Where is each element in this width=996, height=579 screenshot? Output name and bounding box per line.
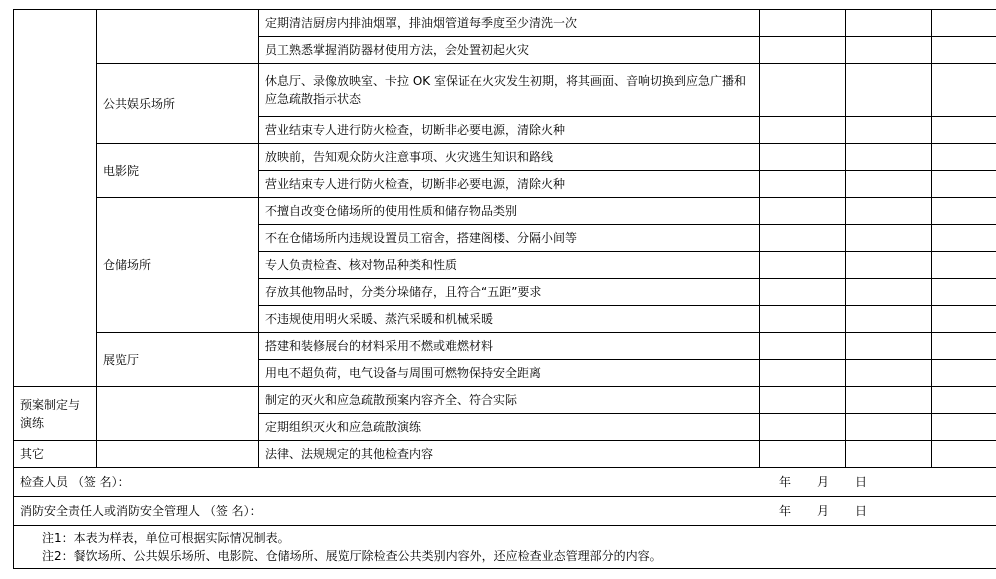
place-label-cinema: 电影院 (97, 144, 259, 198)
item-text: 员工熟悉掌握消防器材使用方法，会处置初起火灾 (259, 37, 760, 64)
result-cell (932, 387, 996, 414)
day-label: 日 (854, 475, 867, 489)
result-cell (760, 10, 846, 37)
inspector-date (779, 473, 867, 491)
result-cell (846, 37, 932, 64)
result-cell (932, 225, 996, 252)
result-cell (932, 37, 996, 64)
table-row (14, 333, 996, 360)
result-cell (846, 387, 932, 414)
item-text: 定期组织灭火和应急疏散演练 (259, 414, 760, 441)
item-text: 制定的灭火和应急疏散预案内容齐全、符合实际 (259, 387, 760, 414)
item-text: 不违规使用明火采暖、蒸汽采暖和机械采暖 (259, 306, 760, 333)
result-cell (760, 144, 846, 171)
note-1: 注1：本表为样表，单位可根据实际情况制表。 (42, 531, 290, 545)
result-cell (760, 306, 846, 333)
table-row (14, 64, 996, 117)
item-text: 不在仓储场所内违规设置员工宿舍，搭建阁楼、分隔小间等 (259, 225, 760, 252)
place-label-warehouse: 仓储场所 (97, 198, 259, 333)
result-cell (760, 37, 846, 64)
result-cell (932, 279, 996, 306)
result-cell (760, 198, 846, 225)
item-text: 营业结束专人进行防火检查，切断非必要电源，清除火种 (259, 117, 760, 144)
place-label-exhibition: 展览厅 (97, 333, 259, 387)
result-cell (846, 10, 932, 37)
month-label: 月 (816, 475, 829, 489)
item-text: 营业结束专人进行防火检查，切断非必要电源，清除火种 (259, 171, 760, 198)
notes-cell (14, 526, 996, 569)
table-row (14, 387, 996, 414)
result-cell (760, 171, 846, 198)
day-label: 日 (854, 504, 867, 518)
table-row (14, 10, 996, 37)
place-cell-catering (97, 10, 259, 64)
result-cell (760, 387, 846, 414)
result-cell (760, 252, 846, 279)
fire-inspection-table (13, 9, 996, 569)
item-text: 不擅自改变仓储场所的使用性质和储存物品类别 (259, 198, 760, 225)
result-cell (846, 414, 932, 441)
result-cell (846, 279, 932, 306)
category-label-plan: 预案制定与演练 (14, 387, 97, 441)
item-text: 定期清洁厨房内排油烟罩，排油烟管道每季度至少清洗一次 (259, 10, 760, 37)
note-2: 注2：餐饮场所、公共娱乐场所、电影院、仓储场所、展览厅除检查公共类别内容外，还应检查业态管理部分的内容。 (42, 549, 662, 563)
item-text: 放映前，告知观众防火注意事项、火灾逃生知识和路线 (259, 144, 760, 171)
result-cell (846, 144, 932, 171)
result-cell (846, 360, 932, 387)
result-cell (760, 360, 846, 387)
manager-signature-row (14, 497, 996, 526)
month-label: 月 (816, 504, 829, 518)
result-cell (932, 360, 996, 387)
result-cell (846, 64, 932, 117)
inspector-signature-row (14, 468, 996, 497)
table-row (14, 144, 996, 171)
result-cell (760, 117, 846, 144)
place-cell-empty (97, 441, 259, 468)
item-text: 存放其他物品时，分类分垛储存，且符合“五距”要求 (259, 279, 760, 306)
result-cell (846, 333, 932, 360)
result-cell (760, 279, 846, 306)
result-cell (932, 64, 996, 117)
result-cell (932, 333, 996, 360)
category-cell-business (14, 10, 97, 387)
result-cell (760, 333, 846, 360)
result-cell (932, 10, 996, 37)
result-cell (846, 198, 932, 225)
place-label-entertainment: 公共娱乐场所 (97, 64, 259, 144)
result-cell (760, 64, 846, 117)
result-cell (932, 198, 996, 225)
result-cell (846, 225, 932, 252)
result-cell (932, 252, 996, 279)
result-cell (932, 306, 996, 333)
table-row (14, 441, 996, 468)
result-cell (932, 144, 996, 171)
result-cell (932, 117, 996, 144)
item-text: 法律、法规规定的其他检查内容 (259, 441, 760, 468)
manager-date (779, 502, 867, 520)
year-label: 年 (778, 504, 791, 518)
place-cell-empty (97, 387, 259, 441)
inspector-signature-cell (14, 468, 996, 497)
result-cell (846, 171, 932, 198)
result-cell (932, 441, 996, 468)
category-label-other: 其它 (14, 441, 97, 468)
result-cell (846, 252, 932, 279)
item-text: 用电不超负荷，电气设备与周围可燃物保持安全距离 (259, 360, 760, 387)
item-text: 搭建和装修展台的材料采用不燃或难燃材料 (259, 333, 760, 360)
manager-signature-label: 消防安全责任人或消防安全管理人 （签 名）： (20, 504, 262, 518)
inspector-signature-label: 检查人员 （签 名）： (20, 475, 130, 489)
year-label: 年 (778, 475, 791, 489)
item-text: 休息厅、录像放映室、卡拉 OK 室保证在火灾发生初期，将其画面、音响切换到应急广播和应急疏散指示状态 (259, 64, 760, 117)
result-cell (846, 306, 932, 333)
result-cell (846, 441, 932, 468)
result-cell (846, 117, 932, 144)
result-cell (760, 225, 846, 252)
notes-row (14, 526, 996, 569)
result-cell (932, 414, 996, 441)
manager-signature-cell (14, 497, 996, 526)
item-text: 专人负责检查、核对物品种类和性质 (259, 252, 760, 279)
result-cell (760, 441, 846, 468)
table-row (14, 198, 996, 225)
result-cell (932, 171, 996, 198)
result-cell (760, 414, 846, 441)
